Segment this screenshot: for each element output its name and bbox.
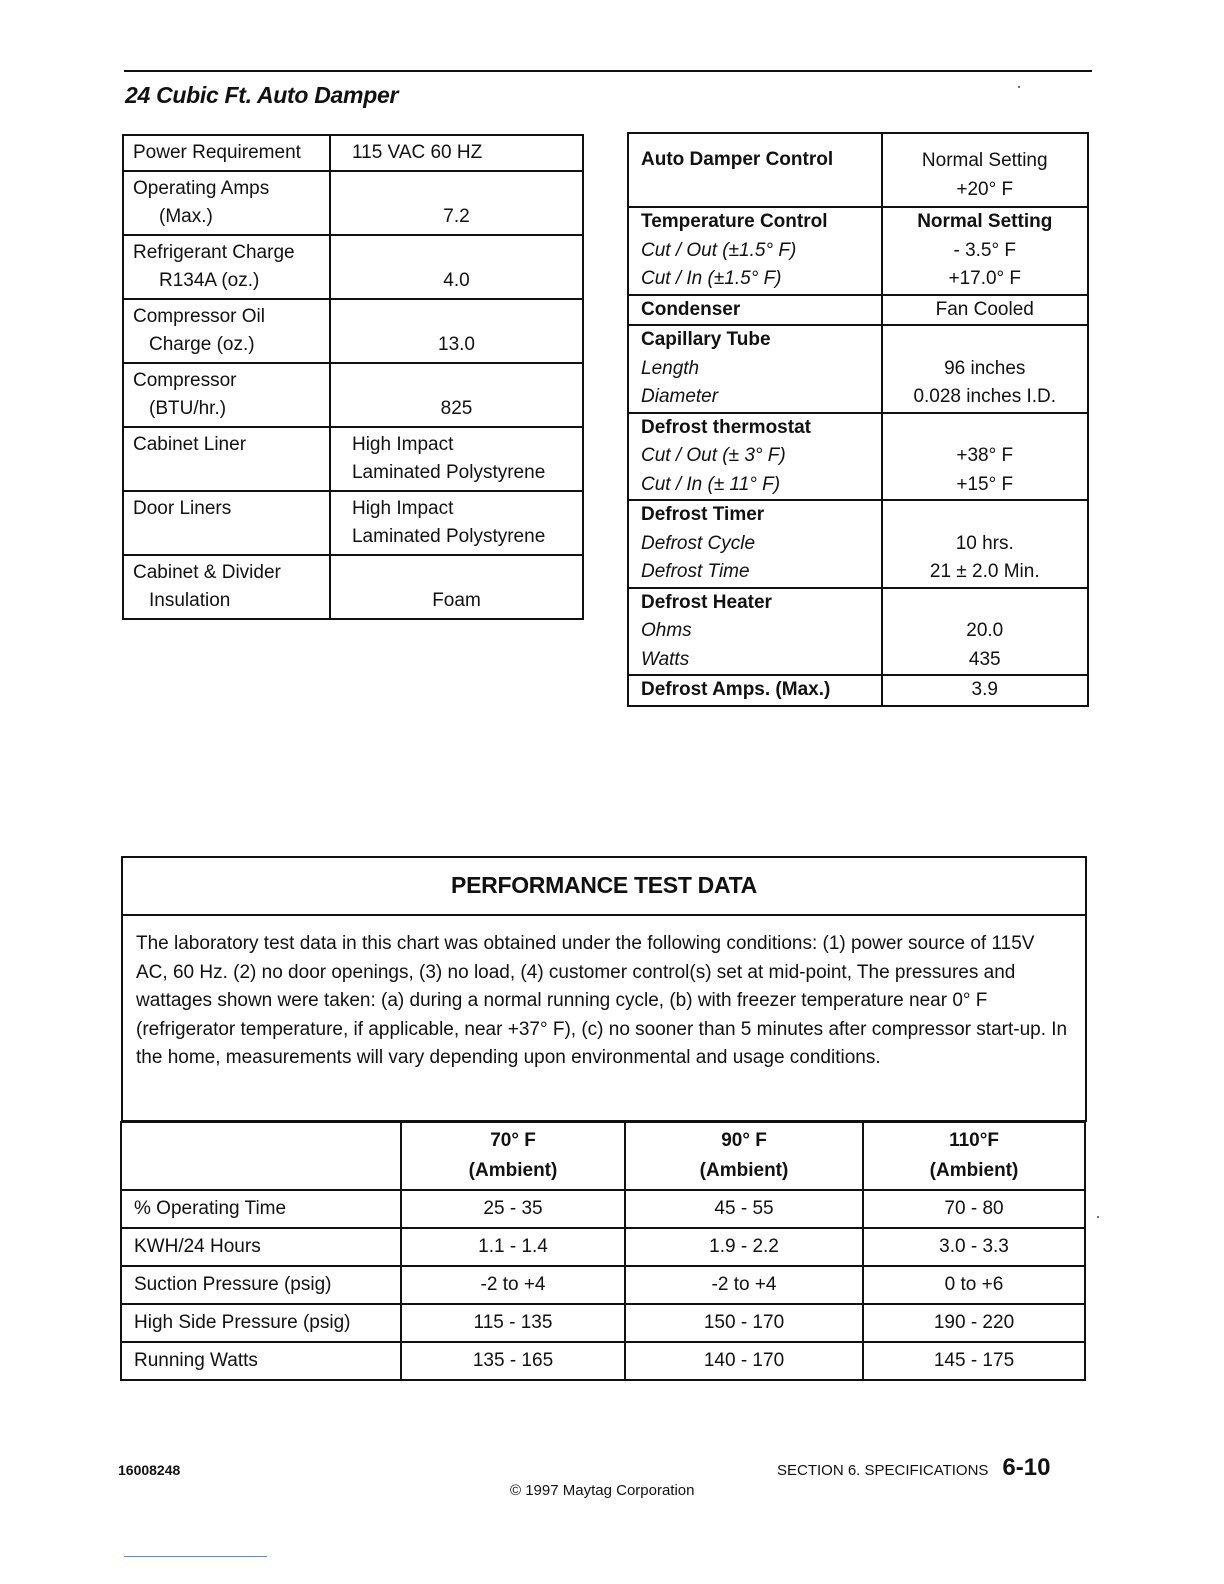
table-cell: -2 to +4 bbox=[625, 1266, 863, 1304]
spec-row bbox=[123, 171, 583, 235]
table-cell: 135 - 165 bbox=[401, 1342, 625, 1380]
spec-label: Power Requirement bbox=[123, 135, 330, 171]
table-cell: 145 - 175 bbox=[863, 1342, 1085, 1380]
spec-row bbox=[123, 427, 583, 491]
table-cell: 25 - 35 bbox=[401, 1190, 625, 1228]
performance-box bbox=[121, 856, 1087, 1122]
performance-table bbox=[120, 1121, 1086, 1381]
scan-speckle bbox=[1097, 1216, 1099, 1218]
scan-speckle bbox=[1018, 86, 1020, 88]
bottom-rule bbox=[124, 1556, 267, 1557]
row-label: High Side Pressure (psig) bbox=[121, 1304, 401, 1342]
top-rule bbox=[124, 70, 1092, 72]
spec-label: Door Liners bbox=[123, 491, 330, 555]
spec-value: High Impact Laminated Polystyrene bbox=[330, 427, 583, 491]
column-header: 110°F (Ambient) bbox=[863, 1122, 1085, 1190]
table-row bbox=[121, 1266, 1085, 1304]
spec-row bbox=[628, 588, 1088, 676]
spec-value: Fan Cooled bbox=[882, 295, 1089, 326]
table-cell: -2 to +4 bbox=[401, 1266, 625, 1304]
spec-row bbox=[628, 325, 1088, 413]
spec-value: 825 bbox=[330, 363, 583, 427]
spec-value: 7.2 bbox=[330, 171, 583, 235]
spec-row bbox=[123, 363, 583, 427]
spec-value: +38° F +15° F bbox=[882, 413, 1089, 501]
spec-row bbox=[123, 555, 583, 619]
table-cell: 70 - 80 bbox=[863, 1190, 1085, 1228]
spec-label: Cabinet & Divider Insulation bbox=[123, 555, 330, 619]
row-label: % Operating Time bbox=[121, 1190, 401, 1228]
table-cell: 115 - 135 bbox=[401, 1304, 625, 1342]
performance-header-row bbox=[121, 1122, 1085, 1190]
spec-row bbox=[123, 235, 583, 299]
spec-value: 10 hrs. 21 ± 2.0 Min. bbox=[882, 500, 1089, 588]
table-cell: 0 to +6 bbox=[863, 1266, 1085, 1304]
spec-value: Normal Setting - 3.5° F +17.0° F bbox=[882, 207, 1089, 295]
performance-title: PERFORMANCE TEST DATA bbox=[451, 872, 757, 898]
left-specs-table bbox=[122, 134, 584, 620]
table-cell: 1.9 - 2.2 bbox=[625, 1228, 863, 1266]
spec-label: Temperature Control Cut / Out (±1.5° F) Cut / In (±1.5° F) bbox=[628, 207, 882, 295]
spec-label: Refrigerant Charge R134A (oz.) bbox=[123, 235, 330, 299]
spec-row bbox=[628, 675, 1088, 706]
table-cell: 150 - 170 bbox=[625, 1304, 863, 1342]
spec-label: Compressor Oil Charge (oz.) bbox=[123, 299, 330, 363]
spec-row bbox=[123, 135, 583, 171]
performance-conditions-text: The laboratory test data in this chart was obtained under the following conditions: (1) power source of 115V AC, 60 Hz. (2) no door openings, (3) no load, (4) customer control(s) set at mid-point, The pressures and wattages shown were taken: (a) during a normal running cycle, (b) with freezer temperature near 0° F (refrigerator temperature, if applicable, near +37° F), (c) no sooner than 5 minutes after compressor start-up. In the home, measurements will vary depending upon environmental and usage conditions. bbox=[136, 933, 1068, 1069]
table-cell: 190 - 220 bbox=[863, 1304, 1085, 1342]
spec-value: 20.0 435 bbox=[882, 588, 1089, 676]
spec-row bbox=[628, 413, 1088, 501]
spec-label: Condenser bbox=[628, 295, 882, 326]
section-label bbox=[777, 1454, 1050, 1482]
copyright: © 1997 Maytag Corporation bbox=[510, 1482, 695, 1499]
spec-label: Cabinet Liner bbox=[123, 427, 330, 491]
column-header: 90° F (Ambient) bbox=[625, 1122, 863, 1190]
spec-value: 13.0 bbox=[330, 299, 583, 363]
spec-row bbox=[628, 500, 1088, 588]
row-label: Running Watts bbox=[121, 1342, 401, 1380]
table-row bbox=[121, 1304, 1085, 1342]
spec-label: Defrost Amps. (Max.) bbox=[628, 675, 882, 706]
column-header: 70° F (Ambient) bbox=[401, 1122, 625, 1190]
part-number: 16008248 bbox=[118, 1462, 181, 1478]
table-cell: 140 - 170 bbox=[625, 1342, 863, 1380]
table-cell: 1.1 - 1.4 bbox=[401, 1228, 625, 1266]
spec-value: 96 inches 0.028 inches I.D. bbox=[882, 325, 1089, 413]
section-title: SECTION 6. SPECIFICATIONS bbox=[777, 1462, 989, 1479]
spec-value: High Impact Laminated Polystyrene bbox=[330, 491, 583, 555]
spec-row bbox=[628, 133, 1088, 207]
table-cell: 45 - 55 bbox=[625, 1190, 863, 1228]
row-label: KWH/24 Hours bbox=[121, 1228, 401, 1266]
spec-label: Defrost thermostat Cut / Out (± 3° F) Cut / In (± 11° F) bbox=[628, 413, 882, 501]
spec-value: 4.0 bbox=[330, 235, 583, 299]
spec-label: Operating Amps (Max.) bbox=[123, 171, 330, 235]
performance-divider bbox=[123, 914, 1085, 916]
spec-row bbox=[628, 295, 1088, 326]
spec-row bbox=[628, 207, 1088, 295]
spec-row bbox=[123, 299, 583, 363]
page-title: 24 Cubic Ft. Auto Damper bbox=[125, 82, 399, 108]
row-label: Suction Pressure (psig) bbox=[121, 1266, 401, 1304]
spec-label: Compressor (BTU/hr.) bbox=[123, 363, 330, 427]
spec-label: Defrost Heater Ohms Watts bbox=[628, 588, 882, 676]
spec-label: Auto Damper Control bbox=[628, 133, 882, 207]
spec-value: 3.9 bbox=[882, 675, 1089, 706]
spec-value: 115 VAC 60 HZ bbox=[330, 135, 583, 171]
table-cell: 3.0 - 3.3 bbox=[863, 1228, 1085, 1266]
spec-value: Foam bbox=[330, 555, 583, 619]
spec-label: Defrost Timer Defrost Cycle Defrost Time bbox=[628, 500, 882, 588]
page-number: 6-10 bbox=[1002, 1454, 1051, 1481]
right-specs-table bbox=[627, 132, 1089, 707]
spec-label: Capillary Tube Length Diameter bbox=[628, 325, 882, 413]
corner-cell bbox=[121, 1122, 401, 1190]
table-row bbox=[121, 1342, 1085, 1380]
spec-value: Normal Setting +20° F bbox=[882, 133, 1089, 207]
table-row bbox=[121, 1228, 1085, 1266]
table-row bbox=[121, 1190, 1085, 1228]
spec-row bbox=[123, 491, 583, 555]
